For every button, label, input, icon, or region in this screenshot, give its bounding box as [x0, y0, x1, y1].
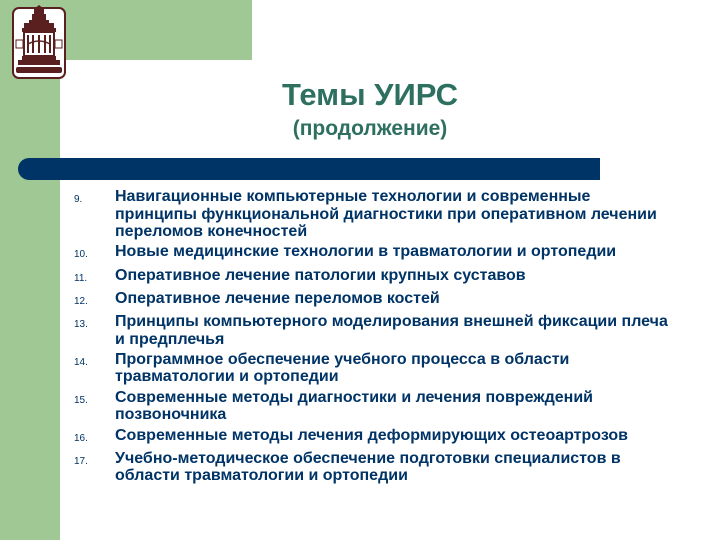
item-text: Принципы компьютерного моделирования внешней фиксации плеча и предплечья — [115, 313, 668, 348]
university-emblem-icon — [10, 4, 68, 80]
list-item — [74, 450, 674, 485]
item-text: Новые медицинские технологии в травматологии и ортопедии — [115, 243, 617, 261]
list-item — [74, 427, 674, 448]
item-text: Современные методы лечения деформирующих остеоартрозов — [115, 426, 629, 444]
item-number: 13. — [74, 319, 88, 331]
topics-list — [74, 188, 674, 488]
item-number: 12. — [74, 295, 88, 307]
list-item — [74, 267, 674, 288]
item-text: Оперативное лечение патологии крупных суставов — [115, 266, 526, 284]
item-number: 14. — [74, 356, 88, 368]
slide-title: Темы УИРС — [281, 77, 459, 112]
divider-bar — [18, 158, 600, 180]
item-text: Навигационные компьютерные технологии и современные принципы функциональной диагностики при оперативном лечении переломов конечностей — [115, 188, 657, 240]
list-item — [74, 313, 674, 348]
item-text: Современные методы диагностики и лечения повреждений позвоночника — [115, 388, 593, 424]
slide-subtitle: (продолжение) — [292, 117, 448, 140]
item-number: 9. — [74, 194, 83, 205]
item-number: 16. — [74, 432, 88, 444]
list-item — [74, 351, 674, 386]
item-number: 10. — [74, 249, 88, 261]
green-side-band — [0, 0, 60, 540]
list-item — [74, 389, 674, 424]
item-text: Учебно-методическое обеспечение подготовки специалистов в области травматологии и ортопедии — [115, 449, 621, 485]
list-item — [74, 188, 674, 241]
list-item — [74, 243, 674, 264]
item-number: 17. — [74, 455, 88, 467]
list-item — [74, 290, 674, 311]
item-number: 15. — [74, 394, 88, 406]
item-number: 11. — [74, 272, 88, 284]
item-text: Оперативное лечение переломов костей — [115, 289, 440, 307]
item-text: Программное обеспечение учебного процесса в области травматологии и ортопедии — [115, 350, 570, 386]
